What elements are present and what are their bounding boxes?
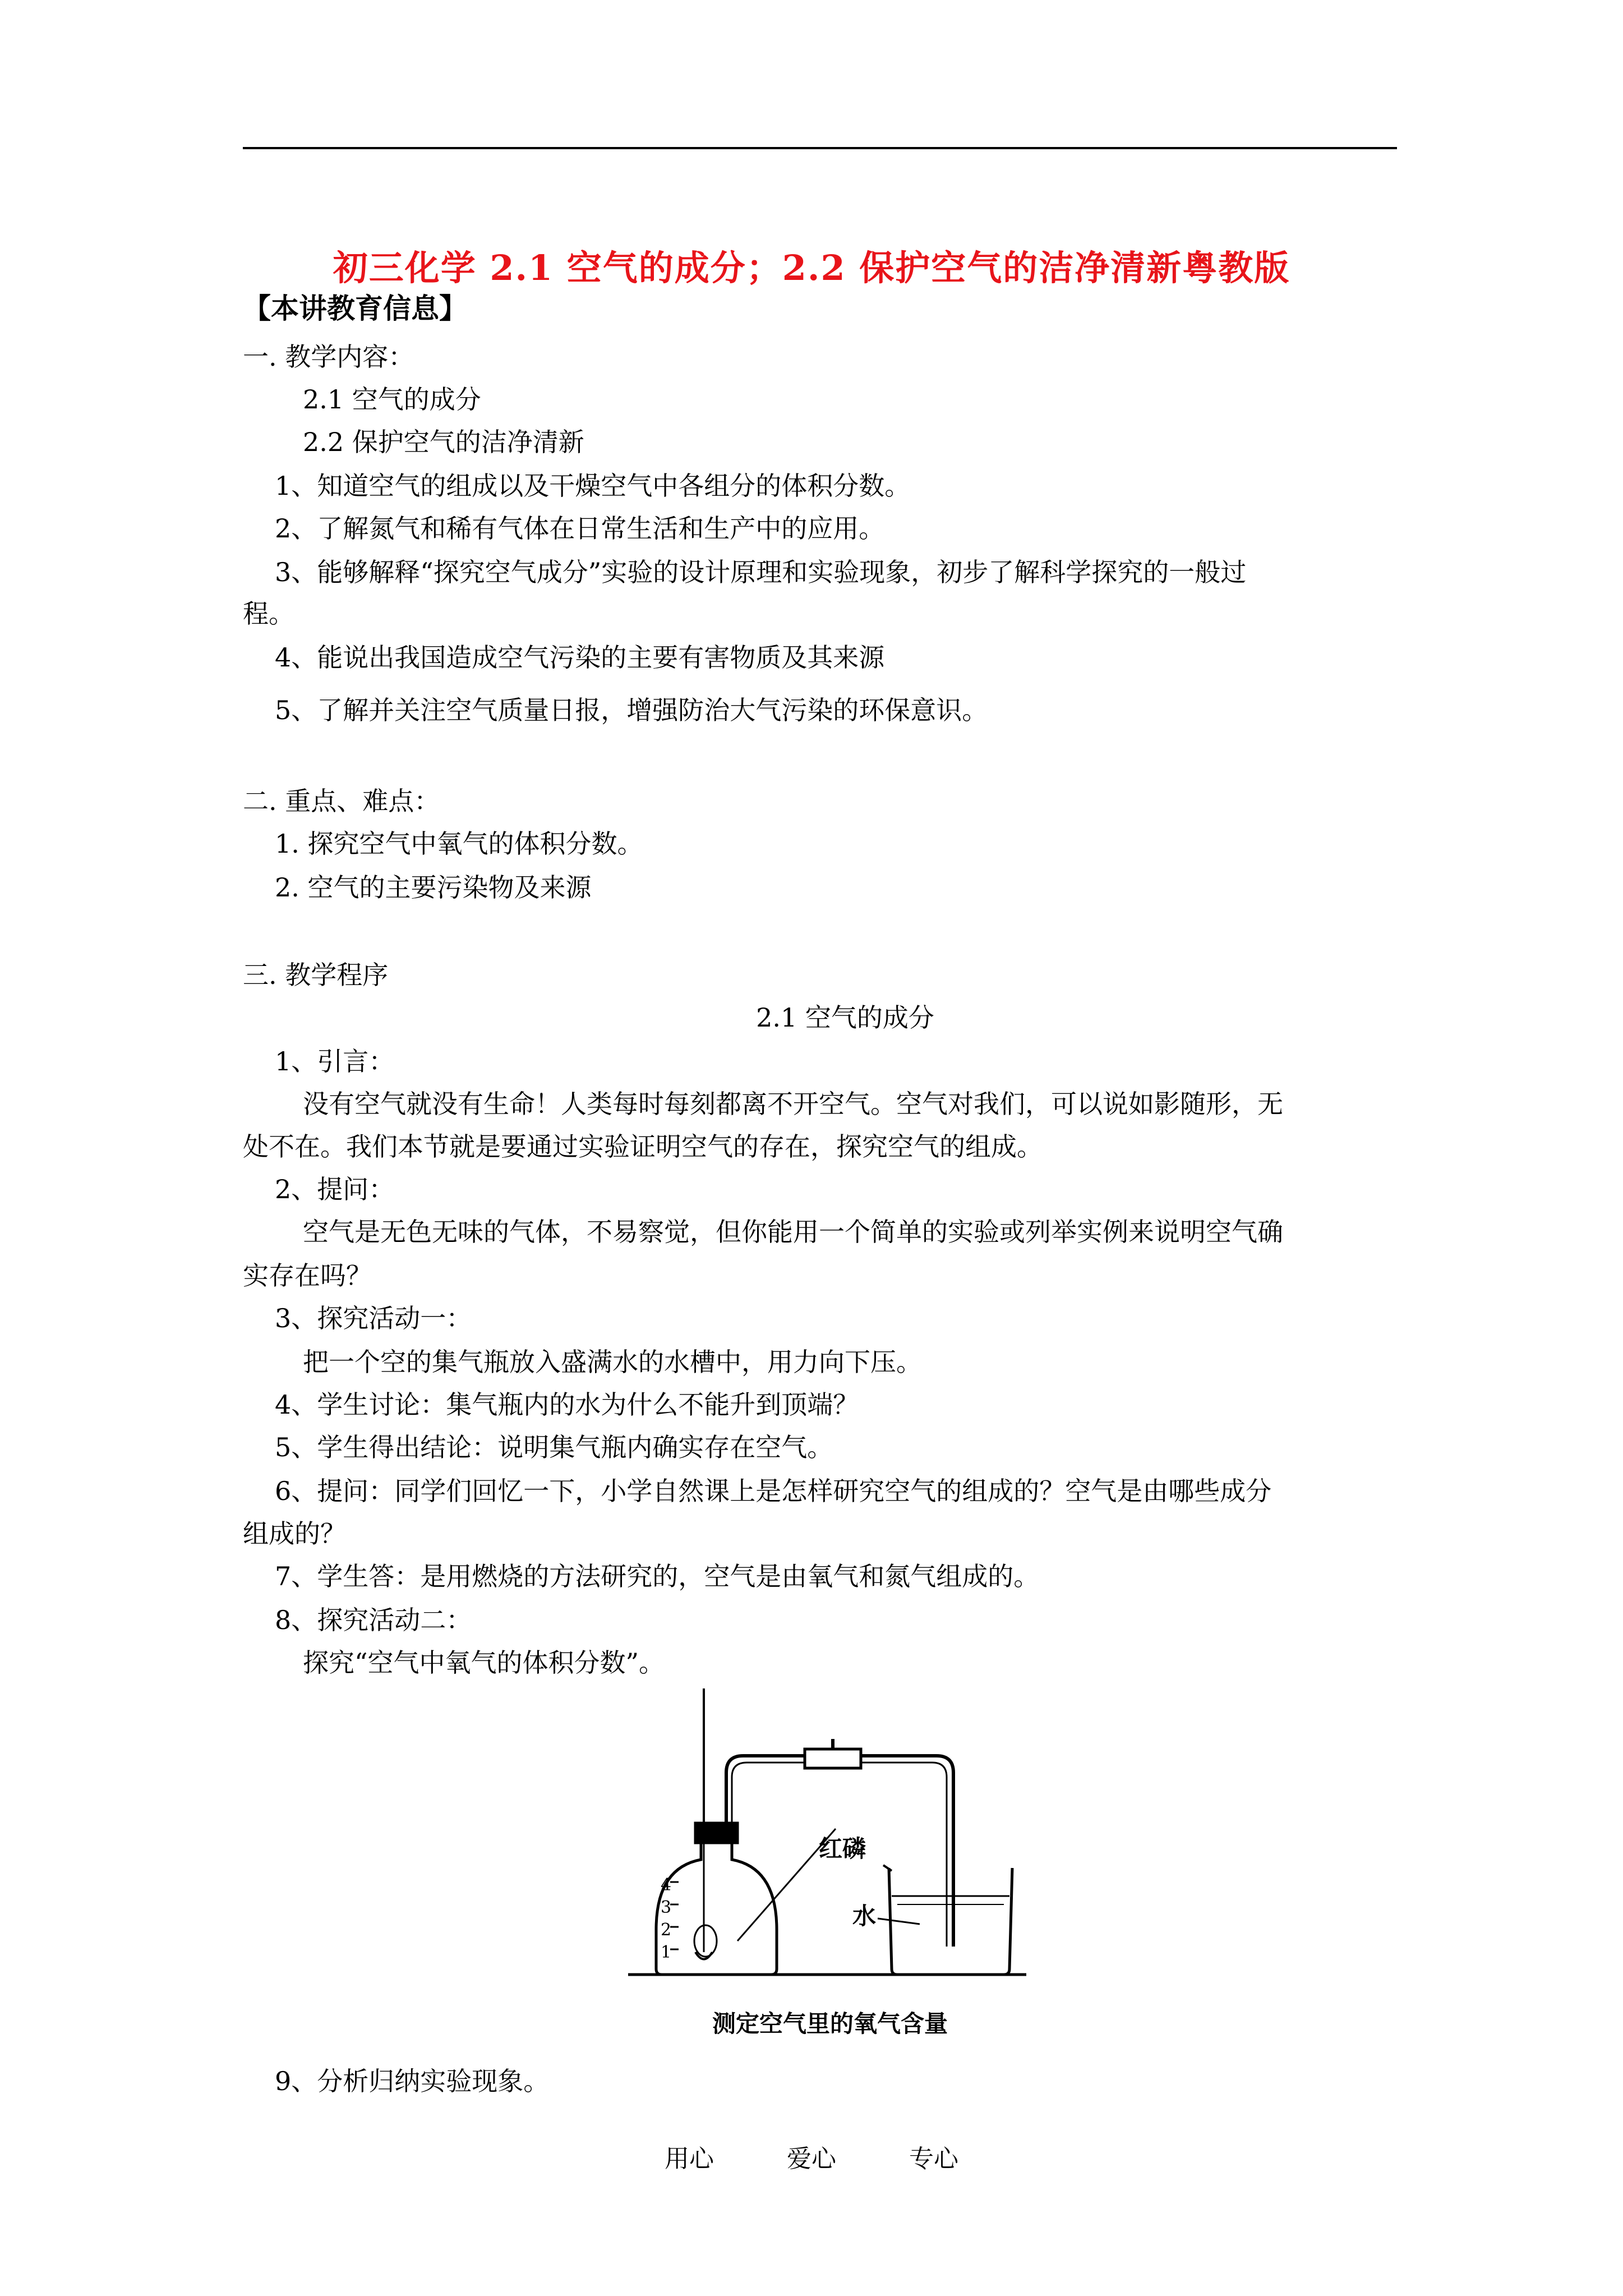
part2-heading: 二. 重点、难点：: [243, 786, 440, 816]
procedure-line: 4、学生讨论：集气瓶内的水为什么不能升到顶端？: [275, 1389, 859, 1420]
objective-item-continued: 程。: [243, 599, 294, 629]
objective-item: 2、了解氮气和稀有气体在日常生活和生产中的应用。: [275, 513, 885, 544]
figure-caption: 测定空气里的氧气含量: [712, 2010, 948, 2037]
procedure-line: 把一个空的集气瓶放入盛满水的水槽中，用力向下压。: [303, 1347, 922, 1377]
procedure-line: 1、引言：: [275, 1046, 395, 1076]
label-water: 水: [852, 1902, 877, 1930]
flame-shape: [694, 1925, 717, 1957]
header-rule: [243, 147, 1397, 149]
procedure-line: 2、提问：: [275, 1174, 395, 1204]
procedure-line: 6、提问：同学们回忆一下，小学自然课上是怎样研究空气的组成的？空气是由哪些成分: [275, 1476, 1272, 1506]
procedure-line: 7、学生答：是用燃烧的方法研究的，空气是由氧气和氮气组成的。: [275, 1561, 1040, 1591]
procedure-line: 探究“空气中氧气的体积分数”。: [303, 1648, 665, 1678]
document-title: 初三化学 2.1 空气的成分；2.2 保护空气的洁净清新粤教版: [333, 247, 1290, 288]
scale-mark: 4: [661, 1875, 672, 1895]
rubber-stopper: [695, 1823, 737, 1843]
footer-word: 用心: [665, 2145, 714, 2173]
part1-sub1: 2.1 空气的成分: [303, 384, 481, 415]
objective-item: 3、能够解释“探究空气成分”实验的设计原理和实验现象，初步了解科学探究的一般过: [275, 557, 1247, 587]
key-point-item: 1. 探究空气中氧气的体积分数。: [275, 829, 643, 859]
clip: [805, 1749, 861, 1768]
part1-heading: 一. 教学内容：: [243, 342, 414, 372]
part1-sub2: 2.2 保护空气的洁净清新: [303, 427, 584, 457]
page-footer: [0, 2138, 1623, 2174]
part3-heading: 三. 教学程序: [243, 960, 389, 990]
section-title: 2.1 空气的成分: [756, 1002, 934, 1033]
section-info-heading: 【本讲教育信息】: [243, 292, 467, 325]
procedure-line: 实存在吗？: [243, 1260, 372, 1291]
procedure-line: 5、学生得出结论：说明集气瓶内确实存在空气。: [275, 1432, 833, 1462]
procedure-line: 空气是无色无味的气体，不易察觉，但你能用一个简单的实验或列举实例来说明空气确: [303, 1217, 1283, 1247]
objective-item: 5、了解并关注空气质量日报，增强防治大气污染的环保意识。: [275, 695, 988, 725]
water-pointer: [878, 1918, 920, 1924]
procedure-line: 8、探究活动二：: [275, 1605, 472, 1635]
beaker: [889, 1868, 1012, 1975]
oxygen-experiment-figure: [617, 1683, 1043, 2053]
scale-mark: 1: [661, 1943, 672, 1962]
objective-item: 1、知道空气的组成以及干燥空气中各组分的体积分数。: [275, 471, 911, 501]
footer-word: 爱心: [787, 2145, 836, 2173]
scale-mark: 2: [661, 1920, 672, 1940]
procedure-line: 组成的？: [243, 1519, 346, 1549]
objective-item: 4、能说出我国造成空气污染的主要有害物质及其来源: [275, 642, 885, 673]
footer-word: 专心: [909, 2145, 958, 2173]
procedure-line: 3、探究活动一：: [275, 1303, 472, 1333]
key-point-item: 2. 空气的主要污染物及来源: [275, 872, 592, 903]
procedure-line: 没有空气就没有生命！人类每时每刻都离不开空气。空气对我们，可以说如影随形，无: [303, 1089, 1283, 1119]
procedure-line: 处不在。我们本节就是要通过实验证明空气的存在，探究空气的组成。: [243, 1131, 1043, 1162]
scale-mark: 3: [661, 1898, 672, 1917]
label-red-phosphorus: 红磷: [819, 1835, 866, 1862]
gas-bottle: [656, 1840, 777, 1975]
procedure-line: 9、分析归纳实验现象。: [275, 2066, 550, 2096]
